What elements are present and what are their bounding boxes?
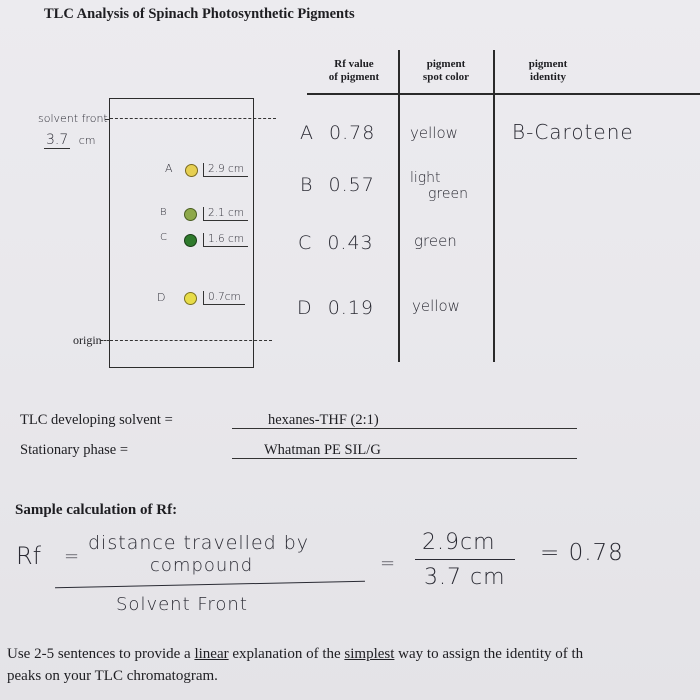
numeric-fraction-bar <box>415 559 515 560</box>
row-a-rf-value: 0.78 <box>329 122 376 144</box>
row-d-rf <box>297 297 374 319</box>
row-b-color-line2: green <box>428 186 468 202</box>
row-b-color-line1: light <box>410 170 441 186</box>
row-a-rf <box>300 122 375 144</box>
spot-a <box>185 164 198 177</box>
origin-label: origin <box>73 333 102 347</box>
header-spot-color-line1: pigment <box>426 58 466 70</box>
table-divider-1 <box>398 50 400 362</box>
origin-line <box>110 340 272 341</box>
row-c-rf <box>298 232 374 254</box>
spot-letter-c: C <box>160 232 167 243</box>
row-c-label: C <box>298 232 313 254</box>
solvent-front-line <box>110 118 276 119</box>
header-rf-line2: of pigment <box>328 71 380 83</box>
row-c-rf-value: 0.43 <box>327 232 374 254</box>
developing-solvent-label: TLC developing solvent = <box>20 412 173 428</box>
formula-numerator-line2: compound <box>150 555 254 576</box>
row-d-rf-value: 0.19 <box>327 297 374 319</box>
numeric-equals: = <box>380 553 396 574</box>
numeric-numerator: 2.9cm <box>422 530 496 555</box>
row-d-label: D <box>297 297 313 319</box>
solvent-front-lead <box>105 119 110 120</box>
header-identity-line2: identity <box>529 71 567 83</box>
row-c-color: green <box>414 232 457 250</box>
spot-d-distance: 0.7cm <box>203 291 245 305</box>
prompt-line-2: peaks on your TLC chromatogram. <box>7 668 218 684</box>
row-b-rf-value: 0.57 <box>328 174 375 196</box>
header-rf-value <box>318 58 390 84</box>
spot-b <box>184 208 197 221</box>
rf-equals: = <box>64 546 80 567</box>
solvent-front-value: 3.7 <box>46 132 69 148</box>
spot-c-distance: 1.6 cm <box>203 233 248 247</box>
solvent-front-value-group <box>44 132 95 148</box>
spot-letter-a: A <box>165 162 173 175</box>
page-title: TLC Analysis of Spinach Photosynthetic Pigments <box>44 6 355 22</box>
solvent-front-label: solvent front <box>38 112 108 125</box>
row-a-identity: B-Carotene <box>512 120 634 144</box>
table-header-rule <box>307 93 700 95</box>
prompt-pre: Use 2-5 sentences to provide a <box>7 646 195 662</box>
spot-d-distance-group <box>203 291 245 303</box>
prompt-line-1 <box>7 646 583 663</box>
numeric-denominator: 3.7 cm <box>424 565 506 590</box>
spot-a-distance: 2.9 cm <box>203 163 248 177</box>
origin-lead <box>100 340 110 341</box>
spot-letter-d: D <box>157 291 166 304</box>
spot-letter-b: B <box>160 207 167 218</box>
header-identity-line1: pigment <box>528 58 568 70</box>
spot-b-distance: 2.1 cm <box>203 207 248 221</box>
row-a-color: yellow <box>410 124 458 142</box>
prompt-linear: linear <box>194 646 229 662</box>
header-spot-color-line2: spot color <box>422 71 470 83</box>
row-b-label: B <box>300 174 314 196</box>
table-divider-2 <box>493 50 495 362</box>
row-d-color: yellow <box>412 297 460 315</box>
spot-c-distance-group <box>203 233 248 245</box>
sample-calc-heading: Sample calculation of Rf: <box>15 502 178 518</box>
prompt-mid: explanation of the <box>228 646 345 662</box>
rf-result: = 0.78 <box>540 540 624 566</box>
formula-denominator: Solvent Front <box>116 594 248 615</box>
row-a-label: A <box>300 122 314 144</box>
stationary-phase-value: Whatman PE SIL/G <box>264 442 381 458</box>
spot-b-distance-group <box>203 207 248 219</box>
spot-d <box>184 292 197 305</box>
developing-solvent-value: hexanes-THF (2:1) <box>268 412 379 428</box>
row-b-color <box>410 170 468 202</box>
spot-a-distance-group <box>203 163 248 175</box>
header-spot-color <box>406 58 486 84</box>
solvent-front-unit: cm <box>78 134 96 147</box>
header-identity <box>508 58 588 84</box>
formula-numerator-line1: distance travelled by <box>88 532 310 554</box>
prompt-post: way to assign the identity of th <box>394 646 584 662</box>
stationary-phase-label: Stationary phase = <box>20 442 129 458</box>
spot-c <box>184 234 197 247</box>
header-rf-line1: Rf value <box>334 58 374 70</box>
rf-symbol: Rf <box>16 542 42 570</box>
row-b-rf <box>300 174 375 196</box>
prompt-simplest: simplest <box>344 646 395 662</box>
formula-fraction-bar <box>55 581 365 588</box>
